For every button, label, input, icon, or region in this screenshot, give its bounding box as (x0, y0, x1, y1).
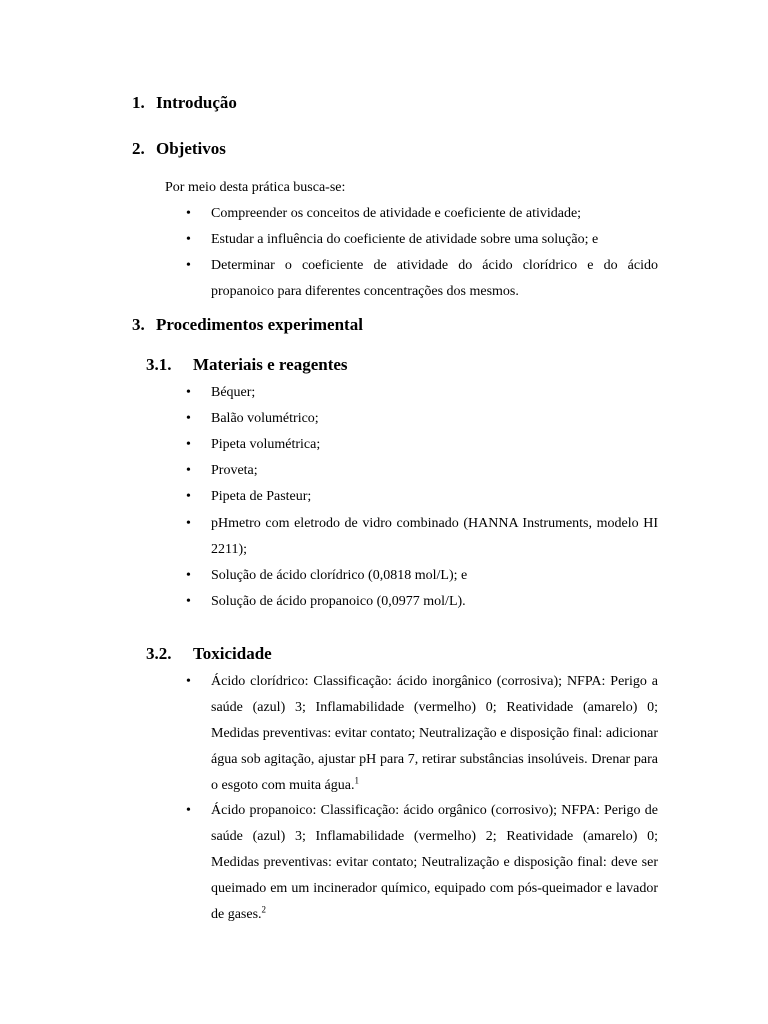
list-item-text: pHmetro com eletrodo de vidro combinado (HANNA Instruments, modelo HI 2211); (211, 516, 658, 557)
list-item-text: Estudar a influência do coeficiente de atividade sobre uma solução; e (211, 232, 599, 247)
bullet-icon: • (186, 232, 191, 247)
section-number: 1. (132, 93, 145, 112)
heading-materiais (146, 355, 348, 375)
section-title: Procedimentos experimental (156, 315, 363, 334)
list-item (186, 593, 658, 615)
heading-toxicidade (146, 644, 272, 664)
section-title: Objetivos (156, 139, 226, 158)
bullet-icon: • (186, 489, 191, 504)
section-number: 3.1. (146, 355, 172, 374)
heading-objetivos (132, 139, 226, 159)
list-item-text: Pipeta volumétrica; (211, 437, 321, 452)
section-title: Materiais e reagentes (193, 355, 348, 374)
list-item-text: Compreender os conceitos de atividade e coeficiente de atividade; (211, 206, 582, 221)
list-item (186, 673, 658, 799)
objetivos-intro: Por meio desta prática busca-se: (165, 180, 346, 195)
heading-procedimentos (132, 315, 363, 335)
bullet-icon: • (186, 463, 191, 478)
bullet-icon: • (186, 437, 191, 452)
list-item-text: Solução de ácido propanoico (0,0977 mol/L). (211, 594, 466, 609)
list-item-text (211, 798, 658, 928)
toxicity-text: Ácido clorídrico: Classificação: ácido inorgânico (corrosiva); NFPA: Perigo a saúde (azul) 3; Inflamabilidade (vermelho) 0; Reatividade (amarelo) 0; Medidas preventivas: evitar contato; Neutralização e disposição final: adicionar água sob agitação, ajustar pH para 7, retirar substâncias insolúveis. Drenar para o esgoto com muita água. (211, 674, 658, 793)
heading-introducao (132, 93, 237, 113)
list-item (186, 384, 658, 406)
list-item-text: Pipeta de Pasteur; (211, 489, 312, 504)
section-number: 3.2. (146, 644, 172, 663)
section-number: 2. (132, 139, 145, 158)
list-item (186, 802, 658, 928)
list-item-text: Balão volumétrico; (211, 411, 319, 426)
list-item (186, 515, 658, 563)
bullet-icon: • (186, 411, 191, 426)
list-item-text: Béquer; (211, 385, 256, 400)
bullet-icon: • (186, 674, 191, 689)
section-number: 3. (132, 315, 145, 334)
bullet-icon: • (186, 568, 191, 583)
list-item-text (211, 669, 658, 799)
bullet-icon: • (186, 516, 191, 531)
list-item-text: Proveta; (211, 463, 258, 478)
bullet-icon: • (186, 385, 191, 400)
footnote-ref: 1 (354, 775, 359, 786)
footnote-ref: 2 (261, 904, 267, 915)
bullet-icon: • (186, 803, 191, 818)
section-title: Toxicidade (193, 644, 272, 663)
list-item (186, 205, 658, 227)
list-item (186, 257, 658, 305)
toxicity-text: Ácido propanoico: Classificação: ácido orgânico (corrosivo); NFPA: Perigo de saúde (azul) 3; Inflamabilidade (vermelho) 2; Reatividade (amarelo) 0; Medidas preventivas: evitar contato; Neutralização e disposição final: deve ser queimado em um incinerador químico, equipado com pós-queimador e lavador de gases. (211, 803, 658, 922)
bullet-icon: • (186, 594, 191, 609)
list-item (186, 567, 658, 589)
list-item (186, 488, 658, 510)
list-item (186, 462, 658, 484)
list-item-text: Solução de ácido clorídrico (0,0818 mol/L); e (211, 568, 468, 583)
list-item (186, 231, 658, 253)
list-item-text: Determinar o coeficiente de atividade do ácido clorídrico e do ácido propanoico para diferentes concentrações dos mesmos. (211, 258, 658, 299)
section-title: Introdução (156, 93, 237, 112)
bullet-icon: • (186, 206, 191, 221)
bullet-icon: • (186, 258, 191, 273)
list-item (186, 436, 658, 458)
list-item (186, 410, 658, 432)
